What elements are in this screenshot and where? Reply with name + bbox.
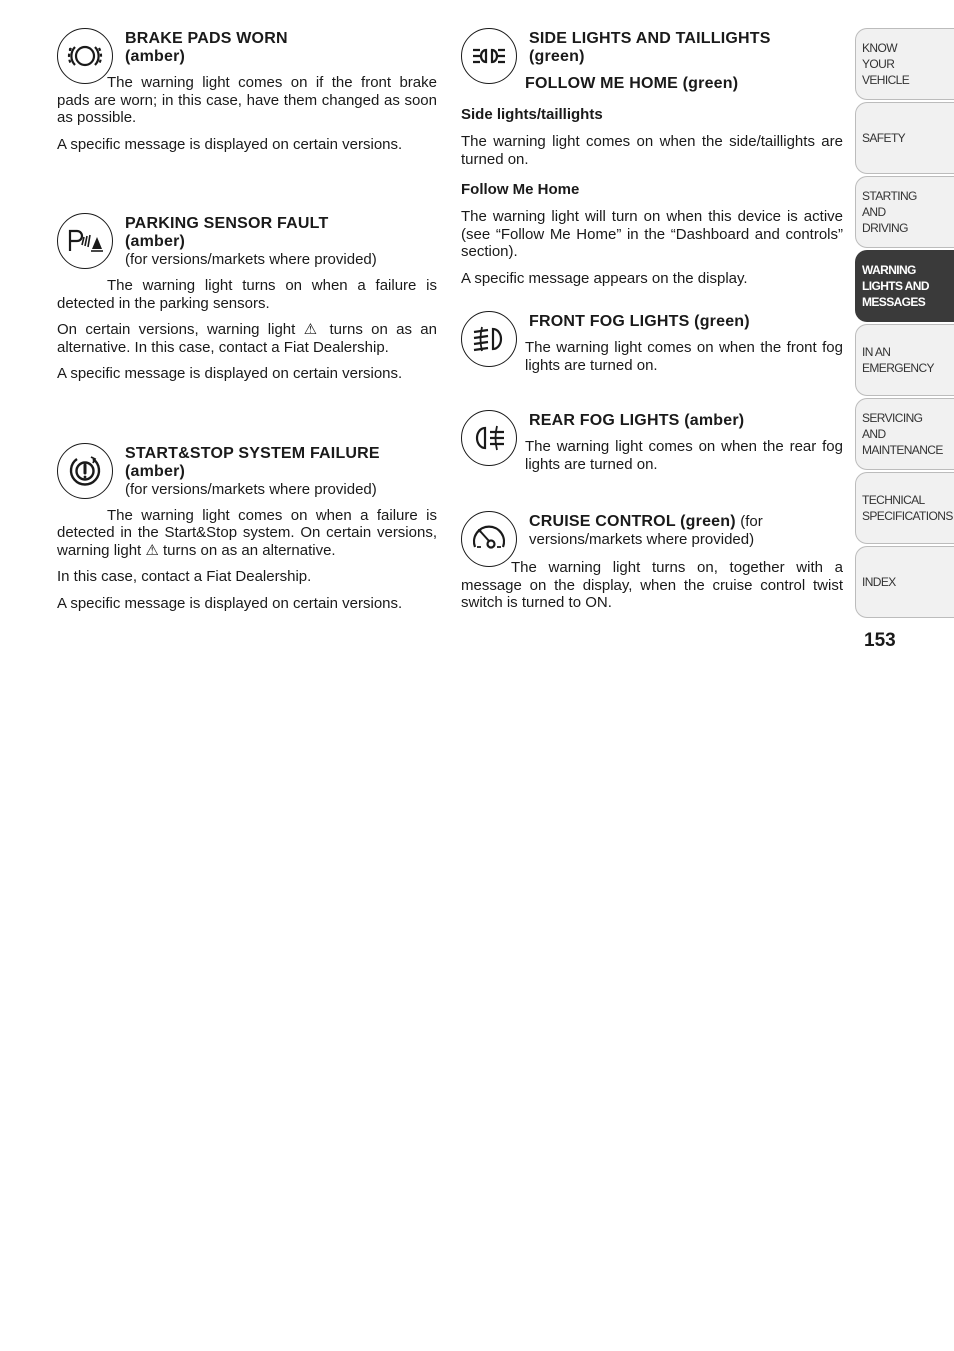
start-stop-title: START&STOP SYSTEM FAILURE xyxy=(125,444,380,462)
parking-sensor-alternative: On certain versions, warning light ⚠ turns on as an alternative. In this case, contact a Fiat Dealership. xyxy=(57,321,437,356)
side-lights-icon xyxy=(461,28,517,84)
parking-sensor-message: A specific message is displayed on certain versions. xyxy=(57,365,403,382)
start-stop-message: A specific message is displayed on certain versions. xyxy=(57,594,403,612)
cruise-control-text: The warning light turns on, together with a message on the display, when the cruise control twist switch is turned to ON. xyxy=(461,559,843,611)
follow-me-home-text: The warning light will turn on when this device is active (see “Follow Me Home” in the “Dashboard and controls” section). xyxy=(461,208,843,260)
rear-fog-icon xyxy=(461,410,517,466)
tab-index[interactable]: INDEX xyxy=(855,546,954,618)
tab-technical-specifications[interactable]: TECHNICAL SPECIFICATIONS xyxy=(855,472,954,544)
rear-fog-section xyxy=(461,410,843,473)
cruise-control-section xyxy=(461,511,843,612)
rear-fog-text: The warning light comes on when the rear fog lights are turned on. xyxy=(525,438,843,473)
start-stop-contact: In this case, contact a Fiat Dealership. xyxy=(57,568,312,585)
right-column xyxy=(461,28,843,612)
parking-sensor-section xyxy=(57,213,437,383)
start-stop-text: The warning light comes on when a failure is detected in the Start&Stop system. On certain versions, warning light ⚠ turns on as an alternative. xyxy=(57,506,437,559)
left-column xyxy=(57,28,437,612)
start-stop-section xyxy=(57,443,437,613)
side-lights-subheading: Side lights/taillights xyxy=(461,106,603,123)
tab-servicing-and-maintenance[interactable]: SERVICING AND MAINTENANCE xyxy=(855,398,954,470)
front-fog-icon xyxy=(461,311,517,367)
page-number: 153 xyxy=(864,630,896,651)
tab-warning-lights-and-messages[interactable]: WARNING LIGHTS AND MESSAGES xyxy=(855,250,954,322)
brake-pads-icon xyxy=(57,28,113,84)
tab-safety[interactable]: SAFETY xyxy=(855,102,954,174)
cruise-control-note: (for versions/markets where provided) xyxy=(529,513,763,548)
side-lights-color: (green) xyxy=(529,48,585,65)
tab-in-an-emergency[interactable]: IN AN EMERGENCY xyxy=(855,324,954,396)
front-fog-title: FRONT FOG LIGHTS (green) xyxy=(529,313,750,330)
rear-fog-title: REAR FOG LIGHTS (amber) xyxy=(529,412,745,429)
side-lights-title: SIDE LIGHTS AND TAILLIGHTS xyxy=(529,30,771,47)
front-fog-section xyxy=(461,311,843,374)
parking-sensor-title: PARKING SENSOR FAULT xyxy=(125,215,329,232)
brake-pads-title: BRAKE PADS WORN xyxy=(125,30,288,47)
front-fog-text: The warning light comes on when the front fog lights are turned on. xyxy=(525,339,843,374)
side-lights-text: The warning light comes on when the side/taillights are turned on. xyxy=(461,133,843,168)
cruise-control-title: CRUISE CONTROL (green) xyxy=(529,513,736,530)
start-stop-icon xyxy=(57,443,113,499)
brake-pads-message: A specific message is displayed on certain versions. xyxy=(57,135,403,153)
brake-pads-section xyxy=(57,28,437,153)
brake-pads-color: (amber) xyxy=(125,48,186,65)
follow-me-home-message: A specific message appears on the display. xyxy=(461,269,748,287)
parking-sensor-icon xyxy=(57,213,113,269)
parking-sensor-note: (for versions/markets where provided) xyxy=(125,251,377,268)
chapter-tabs xyxy=(855,28,954,620)
parking-sensor-text: The warning light turns on when a failure is detected in the parking sensors. xyxy=(57,277,437,312)
follow-me-home-subheading: Follow Me Home xyxy=(461,181,580,198)
brake-pads-text: The warning light comes on if the front brake pads are worn; in this case, have them changed as soon as possible. xyxy=(57,74,437,126)
side-lights-section xyxy=(461,28,843,287)
start-stop-color: (amber) xyxy=(125,462,186,480)
cruise-control-icon xyxy=(461,511,517,567)
tab-starting-and-driving[interactable]: STARTING AND DRIVING xyxy=(855,176,954,248)
follow-me-home-title: FOLLOW ME HOME (green) xyxy=(525,75,739,92)
parking-sensor-color: (amber) xyxy=(125,233,186,250)
tab-know-your-vehicle[interactable]: KNOW YOUR VEHICLE xyxy=(855,28,954,100)
start-stop-note: (for versions/markets where provided) xyxy=(125,480,377,498)
